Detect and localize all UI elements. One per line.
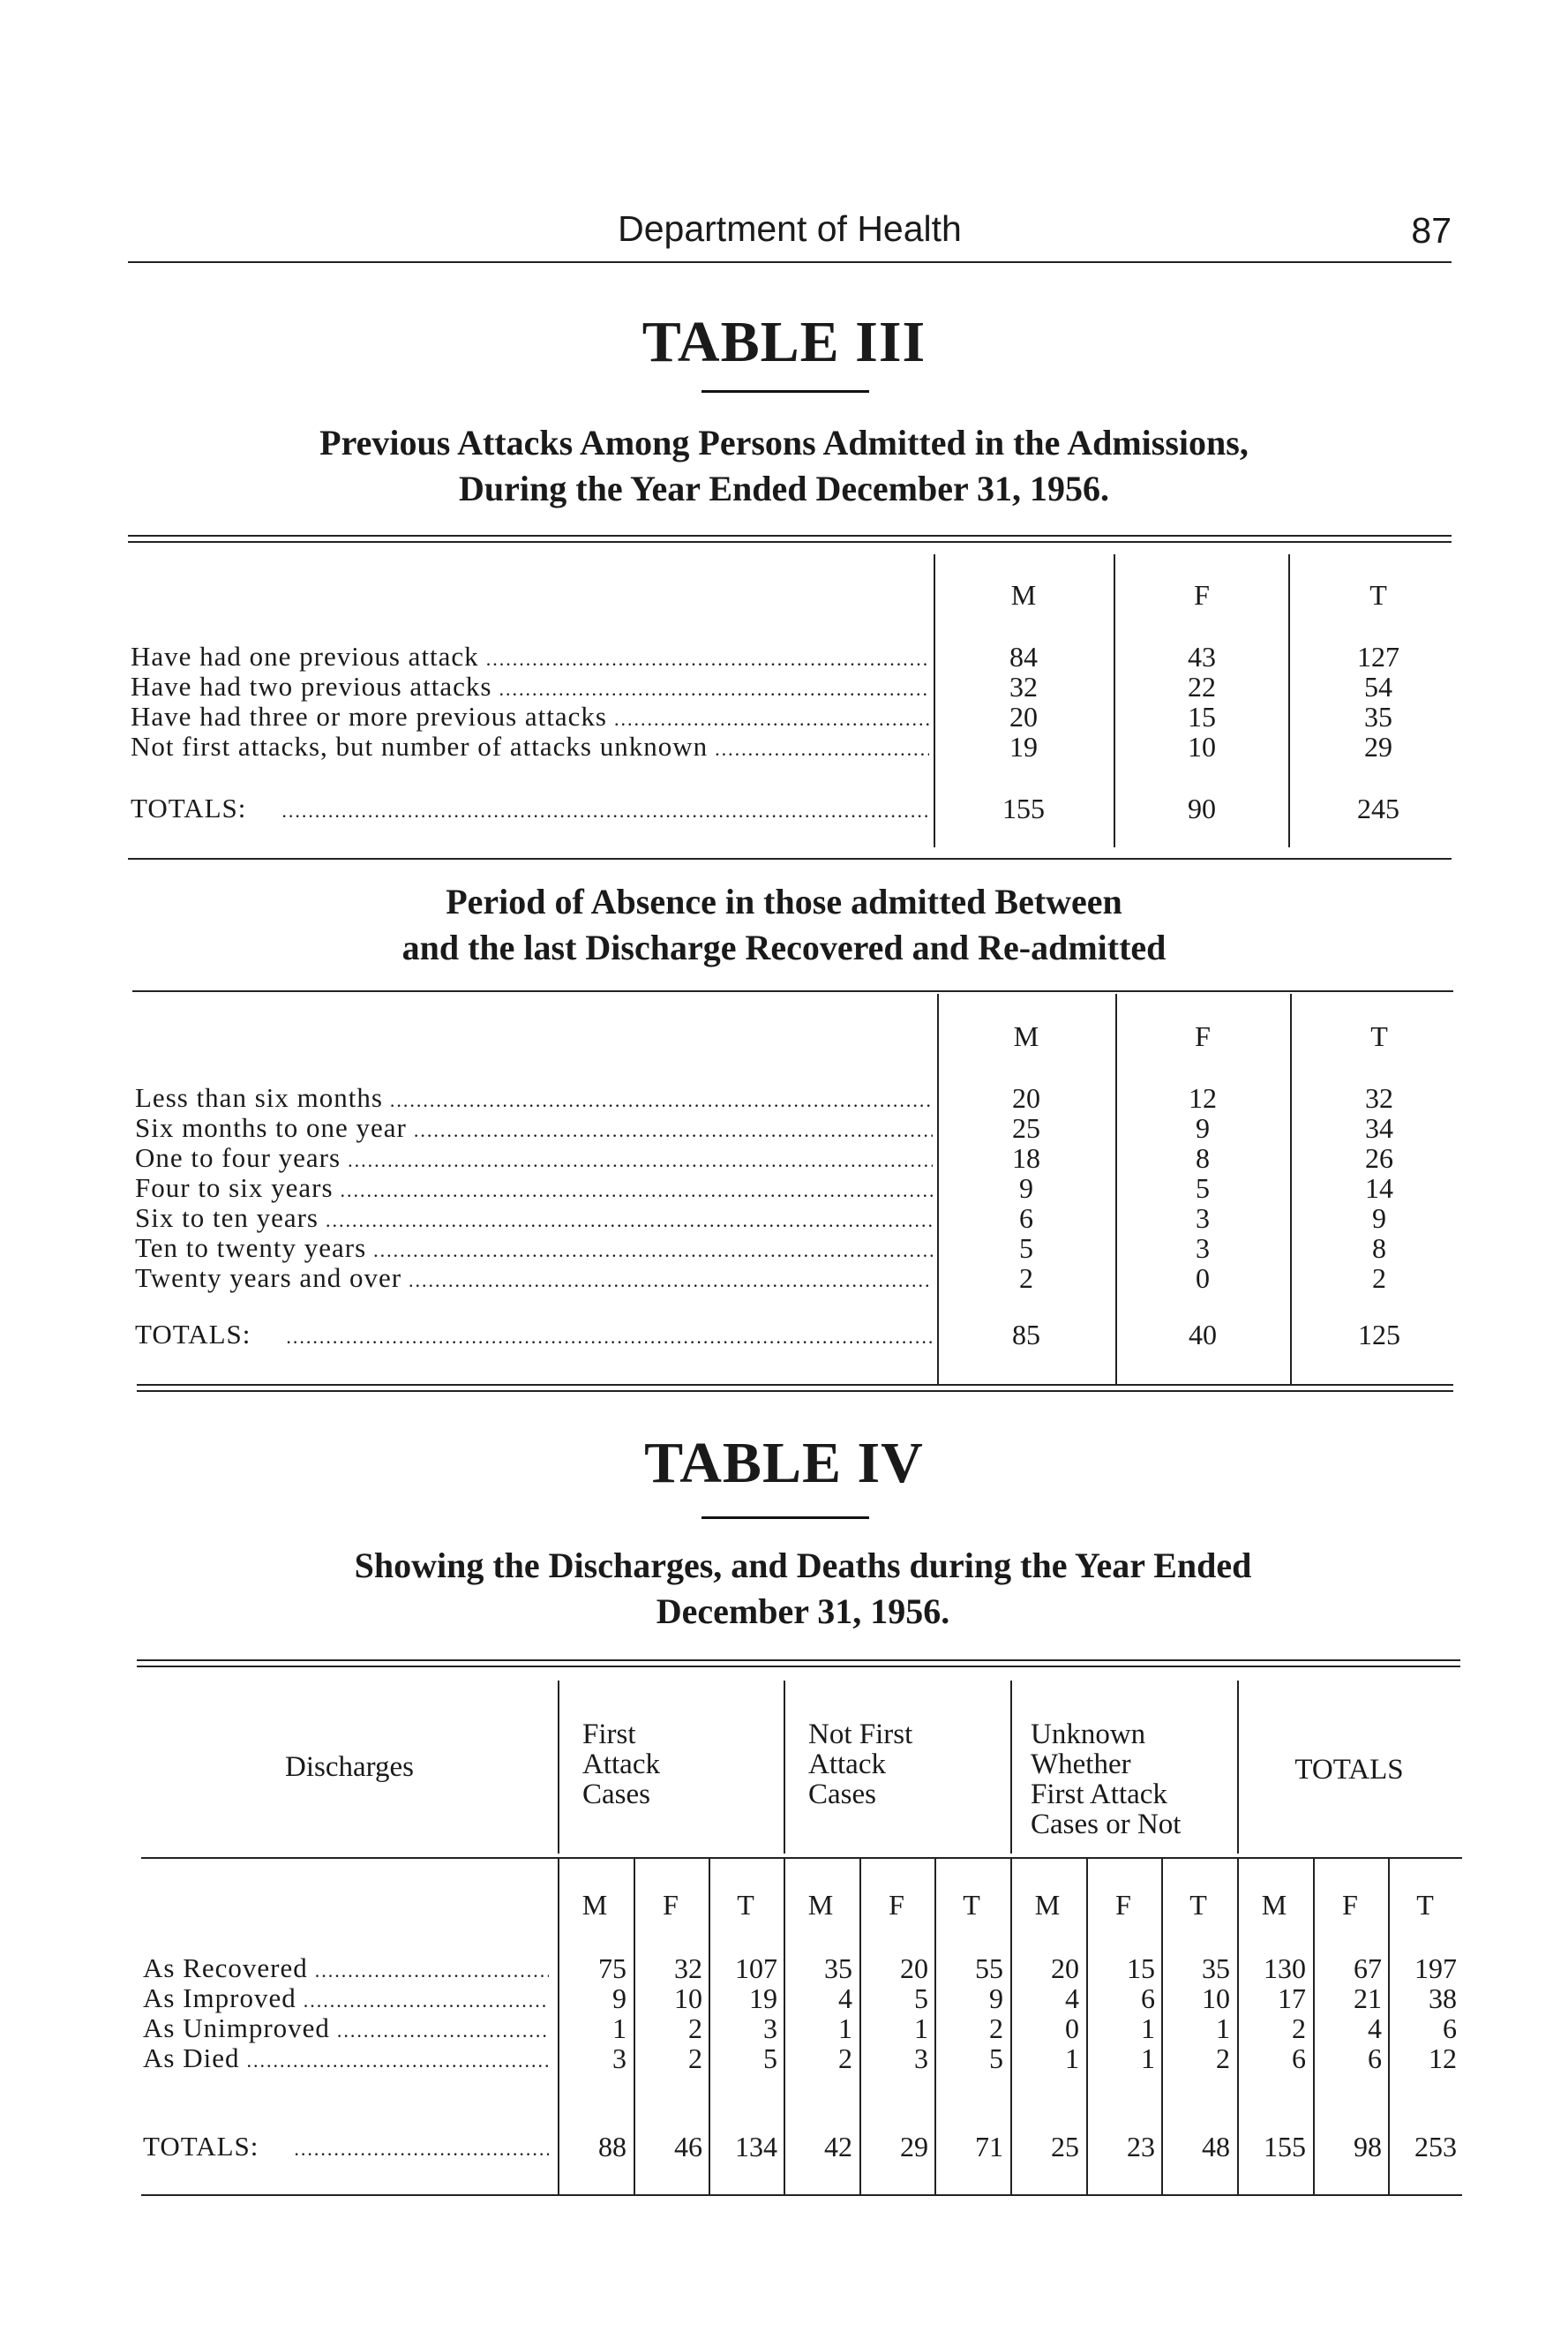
leader-dots: [304, 1989, 549, 2012]
table-row: [135, 1202, 933, 1234]
table-cell: 67: [1354, 1952, 1382, 1984]
table-cell: 35: [1202, 1952, 1230, 1984]
row-label: Four to six years: [135, 1172, 334, 1203]
row-label: As Recovered: [143, 1952, 308, 1983]
cell-m: 20: [1012, 1082, 1040, 1114]
table3-title-rule: [701, 390, 869, 393]
table-cell: 0: [1065, 2012, 1079, 2044]
table3-bottom-rule: [128, 858, 1452, 860]
table-cell: 2: [1216, 2042, 1230, 2074]
row-label: Not first attacks, but number of attacks unknown: [131, 731, 709, 762]
table-row: [143, 2042, 549, 2074]
table-row: [143, 1982, 549, 2014]
cell-f: 5: [1196, 1172, 1210, 1204]
group-line: Whether: [1031, 1749, 1131, 1780]
table-cell: 3: [612, 2042, 626, 2074]
table-cell: 2: [838, 2042, 852, 2074]
cell-f: 15: [1188, 701, 1216, 733]
total-cell: 98: [1354, 2131, 1382, 2162]
page-number: 87: [1411, 210, 1452, 251]
subcolumn-header: T: [963, 1889, 980, 1921]
group-line: Cases or Not: [1031, 1809, 1182, 1840]
group-line: Cases: [808, 1779, 876, 1810]
row-label: Have had two previous attacks: [131, 671, 492, 702]
table-row: [131, 701, 929, 733]
row-label: Have had three or more previous attacks: [131, 701, 607, 732]
totals-label: TOTALS:: [131, 793, 247, 824]
table-row: [143, 1952, 549, 1984]
cell-t: 54: [1364, 671, 1392, 703]
running-head: [128, 208, 1452, 263]
table4-subtitle-1: Showing the Discharges, and Deaths during the Year Ended: [354, 1546, 1252, 1585]
table-row: [135, 1232, 933, 1264]
leader-dots: [326, 1209, 933, 1232]
total-cell: 253: [1414, 2131, 1457, 2162]
subcolumn-header: T: [1189, 1889, 1207, 1921]
table-row: [135, 1172, 933, 1204]
leader-dots: [281, 800, 929, 823]
cell-f: 3: [1196, 1202, 1210, 1234]
table4-top-rule: [137, 1659, 1460, 1667]
table3-col-m: M: [1010, 579, 1037, 611]
leader-dots: [373, 1239, 933, 1262]
table-cell: 15: [1127, 1952, 1155, 1984]
total-t: 245: [1357, 793, 1399, 824]
leader-dots: [341, 1179, 933, 1202]
row-label: Less than six months: [135, 1082, 383, 1113]
leader-dots: [315, 1959, 549, 1982]
cell-m: 19: [1009, 731, 1038, 763]
total-cell: 71: [975, 2131, 1003, 2162]
cell-m: 32: [1009, 671, 1038, 703]
table-cell: 6: [1368, 2042, 1382, 2074]
table-cell: 6: [1443, 2012, 1457, 2044]
subcolumn-header: T: [1416, 1889, 1434, 1921]
table3-title: TABLE III: [641, 310, 927, 374]
cell-f: 10: [1188, 731, 1216, 763]
row-label: Ten to twenty years: [135, 1232, 367, 1263]
absence-col-m: M: [1013, 1020, 1039, 1052]
table-row: [131, 671, 929, 703]
cell-t: 29: [1364, 731, 1392, 763]
table-cell: 20: [900, 1952, 928, 1984]
table-cell: 19: [749, 1982, 777, 2014]
table3-subtitle-1: Previous Attacks Among Persons Admitted in the Admissions,: [319, 423, 1249, 463]
table-cell: 21: [1354, 1982, 1382, 2014]
table4-bottom-rule: [141, 2194, 1462, 2196]
total-cell: 48: [1202, 2131, 1230, 2162]
table-cell: 1: [1141, 2042, 1155, 2074]
total-cell: 42: [824, 2131, 852, 2162]
leader-dots: [337, 2019, 549, 2042]
leader-dots: [286, 1326, 933, 1349]
absence-col-f: F: [1195, 1020, 1211, 1052]
totals-row: [131, 793, 929, 824]
row-label: One to four years: [135, 1142, 341, 1173]
table-cell: 1: [1216, 2012, 1230, 2044]
subcolumn-header: F: [1342, 1889, 1358, 1921]
absence-top-rule: [132, 990, 1453, 992]
cell-m: 20: [1009, 701, 1038, 733]
table-cell: 130: [1264, 1952, 1306, 1984]
cell-t: 2: [1372, 1262, 1386, 1294]
subcolumn-header: F: [889, 1889, 904, 1921]
table-row: [135, 1112, 933, 1144]
total-cell: 29: [900, 2131, 928, 2162]
table-cell: 10: [674, 1982, 702, 2014]
total-cell: 46: [674, 2131, 702, 2162]
row-label: As Improved: [143, 1982, 296, 2013]
table-row: [135, 1142, 933, 1174]
table-row: [131, 641, 929, 673]
leader-dots: [348, 1149, 933, 1172]
table-cell: 55: [975, 1952, 1003, 1984]
leader-dots: [715, 738, 929, 761]
total-m: 85: [1012, 1319, 1040, 1350]
total-cell: 88: [598, 2131, 626, 2162]
table-cell: 9: [612, 1982, 626, 2014]
cell-m: 9: [1019, 1172, 1033, 1204]
table-cell: 10: [1202, 1982, 1230, 2014]
leader-dots: [294, 2138, 549, 2161]
row-label: Have had one previous attack: [131, 641, 479, 672]
cell-t: 34: [1365, 1112, 1393, 1144]
absence-subtitle-1: Period of Absence in those admitted Between: [446, 882, 1122, 921]
cell-m: 25: [1012, 1112, 1040, 1144]
table-cell: 6: [1141, 1982, 1155, 2014]
table-cell: 9: [989, 1982, 1003, 2014]
group-line: Not First: [808, 1719, 913, 1750]
total-t: 125: [1358, 1319, 1400, 1350]
group-line: First: [582, 1719, 636, 1750]
cell-m: 18: [1012, 1142, 1040, 1174]
table-cell: 75: [598, 1952, 626, 1984]
table-cell: 4: [1368, 2012, 1382, 2044]
absence-bottom-rule: [137, 1384, 1453, 1392]
leader-dots: [246, 2049, 549, 2072]
cell-t: 26: [1365, 1142, 1393, 1174]
table-cell: 3: [914, 2042, 928, 2074]
table4-vline-g1: [558, 1681, 559, 1854]
group-first-attack: [582, 1719, 660, 1809]
table-cell: 17: [1278, 1982, 1306, 2014]
table-cell: 1: [838, 2012, 852, 2044]
totals-label: TOTALS:: [135, 1319, 251, 1350]
table3-top-rule: [128, 535, 1452, 543]
subcolumn-header: M: [807, 1889, 834, 1921]
table4-subtitle-2: December 31, 1956.: [656, 1591, 950, 1631]
table-row: [143, 2012, 549, 2044]
subcolumn-header: T: [737, 1889, 754, 1921]
leader-dots: [486, 648, 929, 671]
cell-t: 14: [1365, 1172, 1393, 1204]
table-cell: 6: [1292, 2042, 1306, 2074]
cell-f: 43: [1188, 641, 1216, 673]
table4-header-rule: [141, 1857, 1462, 1859]
table4-title: TABLE IV: [644, 1431, 924, 1495]
table-row: [135, 1262, 933, 1294]
cell-f: 0: [1196, 1262, 1210, 1294]
totals-row: [135, 1319, 933, 1350]
table-cell: 2: [989, 2012, 1003, 2044]
leader-dots: [614, 708, 929, 731]
table-cell: 107: [735, 1952, 777, 1984]
subcolumn-header: M: [1261, 1889, 1287, 1921]
group-not-first-attack: [808, 1719, 912, 1809]
cell-m: 5: [1019, 1232, 1033, 1264]
table-cell: 1: [612, 2012, 626, 2044]
subcolumn-header: F: [663, 1889, 679, 1921]
total-cell: 134: [735, 2131, 777, 2162]
cell-f: 9: [1196, 1112, 1210, 1144]
absence-col-t: T: [1370, 1020, 1388, 1052]
table-cell: 12: [1429, 2042, 1457, 2074]
cell-m: 2: [1019, 1262, 1033, 1294]
cell-t: 127: [1357, 641, 1399, 673]
table-cell: 32: [674, 1952, 702, 1984]
leader-dots: [390, 1089, 933, 1112]
total-f: 90: [1188, 793, 1216, 824]
row-label: Six to ten years: [135, 1202, 319, 1233]
table-cell: 4: [1065, 1982, 1079, 2014]
total-m: 155: [1002, 793, 1045, 824]
table-cell: 197: [1414, 1952, 1457, 1984]
table4-vline-g2: [784, 1681, 785, 1854]
cell-f: 8: [1196, 1142, 1210, 1174]
group-line: TOTALS: [1294, 1754, 1404, 1786]
total-cell: 155: [1264, 2131, 1306, 2162]
table-cell: 2: [688, 2042, 702, 2074]
cell-t: 9: [1372, 1202, 1386, 1234]
group-line: Attack: [808, 1749, 886, 1780]
group-line: Unknown: [1031, 1719, 1146, 1750]
group-line: Attack: [582, 1749, 660, 1780]
table-cell: 38: [1429, 1982, 1457, 2014]
running-title: Department of Health: [618, 208, 962, 249]
table-row: [135, 1082, 933, 1114]
totals-row: [143, 2131, 549, 2162]
table-cell: 5: [914, 1982, 928, 2014]
total-f: 40: [1189, 1319, 1217, 1350]
row-label: As Died: [143, 2042, 240, 2073]
cell-m: 84: [1009, 641, 1038, 673]
table-cell: 3: [763, 2012, 777, 2044]
table4-title-rule: [701, 1516, 869, 1519]
group-totals: [1239, 1755, 1459, 1785]
leader-dots: [414, 1119, 933, 1142]
table-cell: 2: [1292, 2012, 1306, 2044]
absence-subtitle-2: and the last Discharge Recovered and Re-admitted: [401, 928, 1167, 967]
table-cell: 4: [838, 1982, 852, 2014]
table-row: [131, 731, 929, 763]
subcolumn-header: M: [1034, 1889, 1061, 1921]
row-label: Six months to one year: [135, 1112, 407, 1143]
row-header-discharges: Discharges: [284, 1751, 415, 1783]
row-label: Twenty years and over: [135, 1262, 402, 1293]
leader-dots: [409, 1269, 933, 1292]
table4-vline-g3: [1010, 1681, 1012, 1854]
cell-t: 35: [1364, 701, 1392, 733]
cell-m: 6: [1019, 1202, 1033, 1234]
table3-col-f: F: [1194, 579, 1210, 611]
table3-col-t: T: [1369, 579, 1387, 611]
cell-f: 12: [1189, 1082, 1217, 1114]
row-label: As Unimproved: [143, 2012, 330, 2043]
table-cell: 5: [989, 2042, 1003, 2074]
leader-dots: [499, 678, 930, 701]
table-cell: 2: [688, 2012, 702, 2044]
table-cell: 20: [1051, 1952, 1079, 1984]
group-line: Cases: [582, 1779, 650, 1810]
table-cell: 1: [1065, 2042, 1079, 2074]
cell-t: 32: [1365, 1082, 1393, 1114]
table-cell: 1: [1141, 2012, 1155, 2044]
table-cell: 1: [914, 2012, 928, 2044]
cell-t: 8: [1372, 1232, 1386, 1264]
table-cell: 5: [763, 2042, 777, 2074]
cell-f: 3: [1196, 1232, 1210, 1264]
table3-subtitle-2: During the Year Ended December 31, 1956.: [459, 469, 1109, 508]
totals-label: TOTALS:: [143, 2131, 259, 2162]
total-cell: 25: [1051, 2131, 1079, 2162]
group-line: First Attack: [1031, 1779, 1167, 1810]
subcolumn-header: M: [581, 1889, 608, 1921]
total-cell: 23: [1127, 2131, 1155, 2162]
group-unknown: [1031, 1719, 1181, 1839]
cell-f: 22: [1188, 671, 1216, 703]
subcolumn-header: F: [1115, 1889, 1131, 1921]
table-cell: 35: [824, 1952, 852, 1984]
